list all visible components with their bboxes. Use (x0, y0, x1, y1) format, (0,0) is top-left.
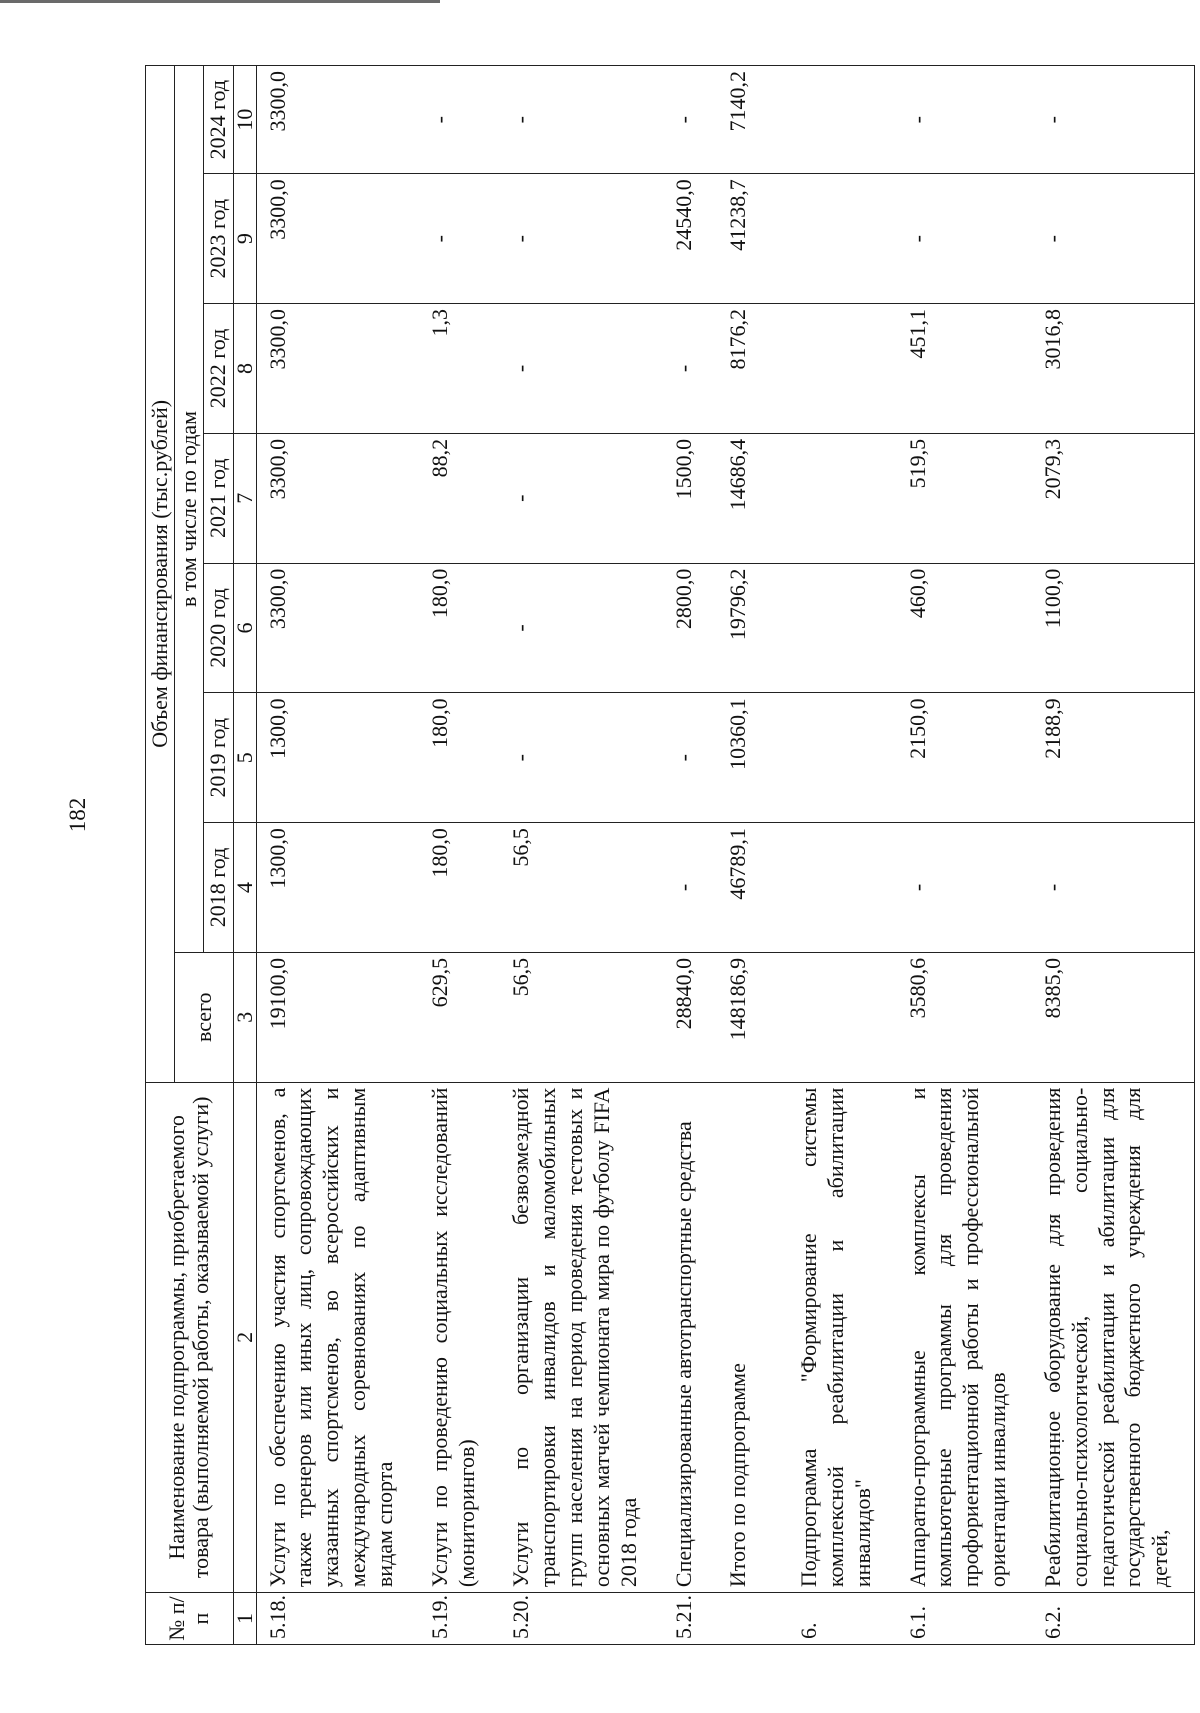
row-year-value: 3300,0 (256, 304, 419, 434)
row-name: Итого по подпрограмме (717, 1082, 788, 1592)
row-year-value: 2800,0 (663, 563, 718, 693)
row-year-value: 88,2 (419, 433, 501, 563)
row-total: 19100,0 (256, 952, 419, 1082)
column-number: 8 (233, 304, 256, 434)
column-number: 4 (233, 823, 256, 953)
row-year-value: 7140,2 (717, 66, 788, 174)
page-number: 182 (65, 797, 90, 833)
row-name: Аппаратно-программные комплексы и компьютерные программы для проведения профориентационной работы и профессиональной ориентации инвалидов (897, 1082, 1032, 1592)
header-no: № п/п (146, 1593, 234, 1645)
table-row (1032, 66, 1195, 1645)
row-name: Услуги по организации безвозмездной транспортировки инвалидов и маломобильных групп населения на период проведения тестовых и основных матчей чемпионата мира по футболу FIFA 2018 года (500, 1082, 662, 1592)
row-year-value: 3300,0 (256, 66, 419, 174)
row-year-value: 1,3 (419, 304, 501, 434)
row-year-value: - (500, 66, 662, 174)
row-year-value: 1300,0 (256, 693, 419, 823)
row-year-value: 3300,0 (256, 563, 419, 693)
row-number: 6. (788, 1593, 896, 1645)
row-total: 629,5 (419, 952, 501, 1082)
row-year-value (788, 66, 896, 174)
row-total: 148186,9 (717, 952, 788, 1082)
table-row (663, 66, 718, 1645)
row-year-value: - (500, 563, 662, 693)
row-name: Услуги по обеспечению участия спортсменов, а также тренеров или иных лиц, сопровождающих указанных спортсменов, во всероссийских и международных соревнованиях по адаптивным видам спорта (256, 1082, 419, 1592)
row-year-value: - (897, 66, 1032, 174)
row-year-value: 14686,4 (717, 433, 788, 563)
row-year-value: 2150,0 (897, 693, 1032, 823)
row-year-value: 41238,7 (717, 174, 788, 304)
row-year-value: - (663, 693, 718, 823)
row-year-value: 3016,8 (1032, 304, 1195, 434)
row-year-value: - (500, 693, 662, 823)
row-name: Услуги по проведению социальных исследований (мониторингов) (419, 1082, 501, 1592)
row-year-value (788, 563, 896, 693)
row-year-value: 180,0 (419, 693, 501, 823)
row-name: Подпрограмма "Формирование системы комплексной реабилитации и абилитации инвалидов" (788, 1082, 896, 1592)
row-year-value (788, 823, 896, 953)
row-total (788, 952, 896, 1082)
table-row (419, 66, 501, 1645)
row-number: 6.2. (1032, 1593, 1195, 1645)
table-row (897, 66, 1032, 1645)
header-funding: Объем финансирования (тыс.рублей) (146, 66, 175, 1083)
row-total: 8385,0 (1032, 952, 1195, 1082)
financing-table (145, 65, 1195, 1645)
row-year-value: 2188,9 (1032, 693, 1195, 823)
row-year-value: - (663, 823, 718, 953)
row-year-value: 3300,0 (256, 433, 419, 563)
header-total: всего (175, 952, 233, 1082)
row-year-value: - (419, 174, 501, 304)
row-year-value: - (897, 174, 1032, 304)
column-number: 3 (233, 952, 256, 1082)
row-year-value (788, 693, 896, 823)
table-row-subtotal (717, 66, 788, 1645)
row-year-value (788, 174, 896, 304)
row-year-value: 2079,3 (1032, 433, 1195, 563)
table-row (500, 66, 662, 1645)
header-year: 2020 год (204, 563, 233, 693)
column-number: 9 (233, 174, 256, 304)
header-year: 2022 год (204, 304, 233, 434)
row-year-value: - (663, 304, 718, 434)
header-year: 2018 год (204, 823, 233, 953)
row-year-value: 46789,1 (717, 823, 788, 953)
row-year-value: 19796,2 (717, 563, 788, 693)
row-year-value: 8176,2 (717, 304, 788, 434)
row-number: 6.1. (897, 1593, 1032, 1645)
row-year-value: - (663, 66, 718, 174)
row-year-value (788, 433, 896, 563)
header-year: 2024 год (204, 66, 233, 174)
row-year-value: 1300,0 (256, 823, 419, 953)
row-year-value: - (1032, 174, 1195, 304)
row-year-value: - (1032, 66, 1195, 174)
row-total: 3580,6 (897, 952, 1032, 1082)
row-year-value: - (500, 304, 662, 434)
column-number: 6 (233, 563, 256, 693)
column-number: 5 (233, 693, 256, 823)
header-year: 2023 год (204, 174, 233, 304)
column-number: 10 (233, 66, 256, 174)
column-number: 1 (233, 1593, 256, 1645)
row-name: Реабилитационное оборудование для проведения социально-психологической, социально-педагогической реабилитации и абилитации для государственного бюджетного учреждения для детей, (1032, 1082, 1195, 1592)
header-year: 2019 год (204, 693, 233, 823)
header-by-years: в том числе по годам (175, 66, 204, 953)
row-year-value: - (1032, 823, 1195, 953)
row-number: 5.21. (663, 1593, 718, 1645)
row-year-value (788, 304, 896, 434)
row-year-value: 460,0 (897, 563, 1032, 693)
table-row-subprogram (788, 66, 896, 1645)
column-number: 7 (233, 433, 256, 563)
header-name: Наименование подпрограммы, приобретаемого товара (выполняемой работы, оказываемой услуги) (146, 1082, 234, 1592)
column-number: 2 (233, 1082, 256, 1592)
row-year-value: 10360,1 (717, 693, 788, 823)
rotated-page (65, 5, 1200, 1645)
row-year-value: 24540,0 (663, 174, 718, 304)
row-number (717, 1593, 788, 1645)
row-year-value: - (500, 433, 662, 563)
row-name: Специализированные автотранспортные средства (663, 1082, 718, 1592)
row-year-value: - (500, 174, 662, 304)
row-year-value: 3300,0 (256, 174, 419, 304)
table-row (256, 66, 419, 1645)
row-year-value: 1100,0 (1032, 563, 1195, 693)
row-year-value: - (419, 66, 501, 174)
row-number: 5.20. (500, 1593, 662, 1645)
row-year-value: 180,0 (419, 823, 501, 953)
row-year-value: 56,5 (500, 823, 662, 953)
row-year-value: - (897, 823, 1032, 953)
row-year-value: 1500,0 (663, 433, 718, 563)
row-year-value: 519,5 (897, 433, 1032, 563)
row-total: 28840,0 (663, 952, 718, 1082)
row-total: 56,5 (500, 952, 662, 1082)
header-year: 2021 год (204, 433, 233, 563)
row-year-value: 180,0 (419, 563, 501, 693)
row-number: 5.19. (419, 1593, 501, 1645)
row-number: 5.18. (256, 1593, 419, 1645)
row-year-value: 451,1 (897, 304, 1032, 434)
